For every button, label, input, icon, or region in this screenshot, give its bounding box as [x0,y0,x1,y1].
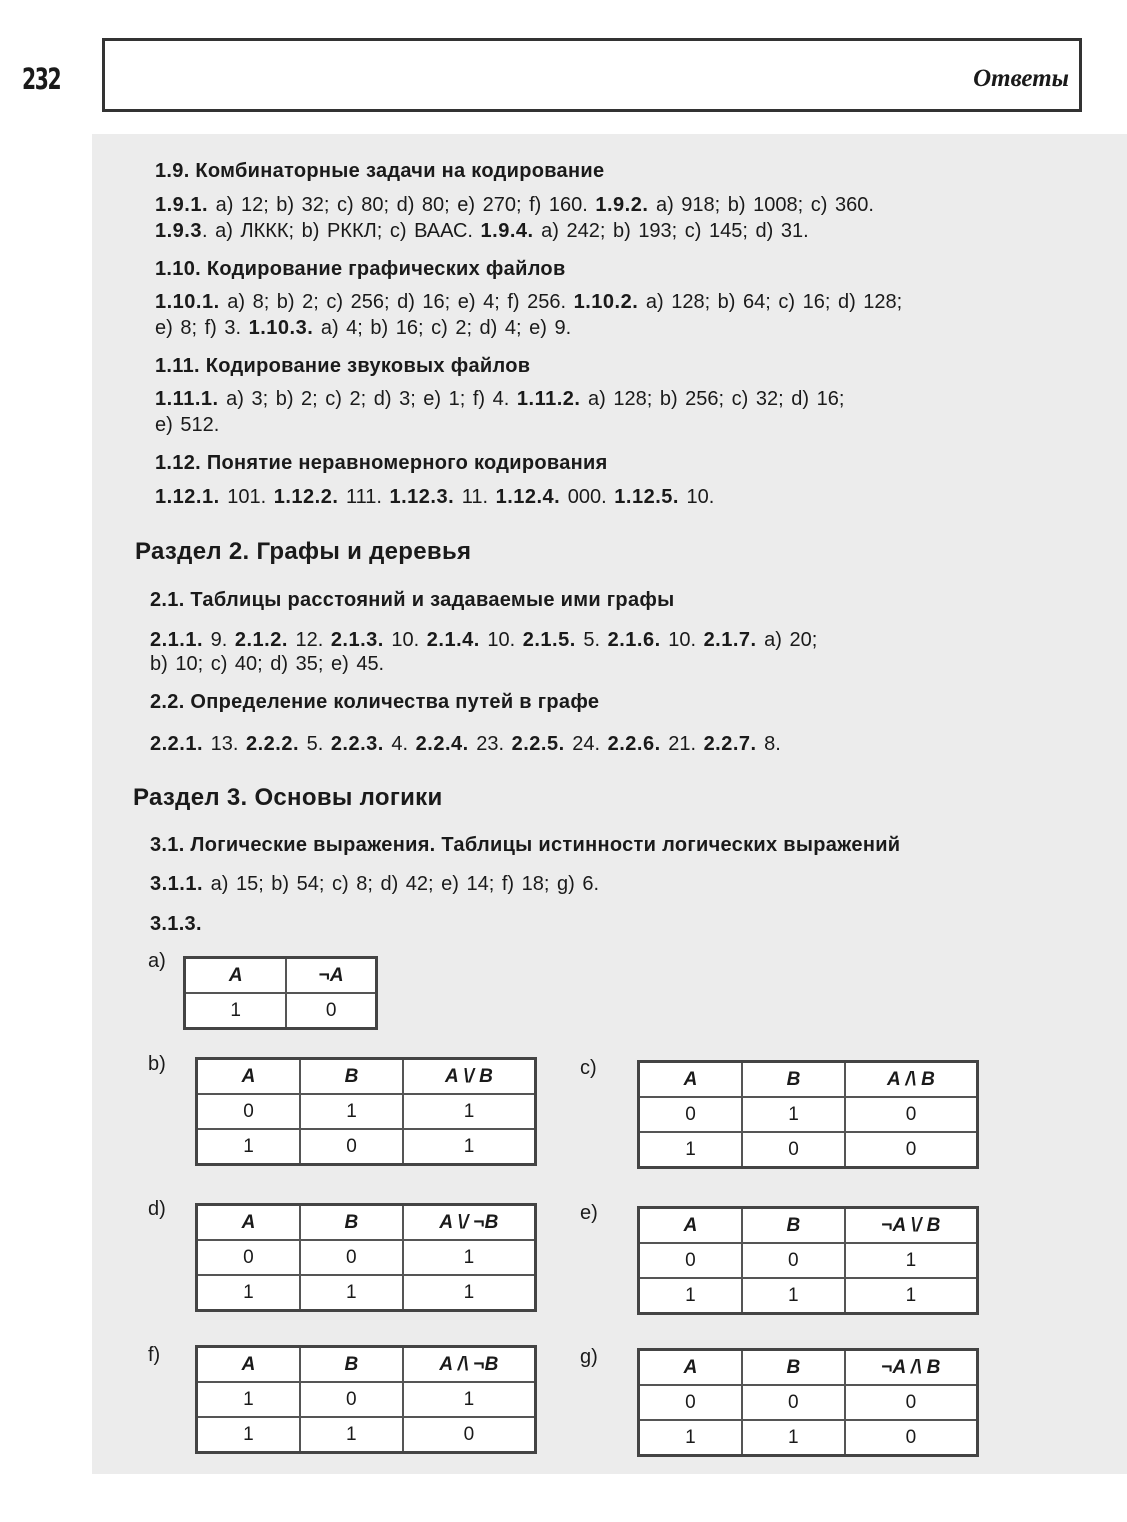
table-cell: 0 [639,1243,742,1278]
table-cell: 1 [197,1129,300,1165]
table-cell: 1 [403,1129,536,1165]
truth-table-b [195,1057,537,1166]
section-2-1-title: 2.1. Таблицы расстояний и задаваемые ими графы [150,589,675,611]
table-header-cell: B [742,1350,845,1386]
table-row [197,1240,536,1275]
answer-number: 1.9.3 [155,220,202,242]
table-header-cell: A [197,1059,300,1095]
table-cell: 0 [742,1132,845,1168]
section-3-1-title: 3.1. Логические выражения. Таблицы истинности логических выражений [150,834,901,856]
section-1-11-title: 1.11. Кодирование звуковых файлов [155,355,531,377]
table-header-cell: A [639,1062,742,1098]
table-cell: 0 [300,1382,403,1417]
table-header-cell: A [197,1205,300,1241]
table-cell: 1 [300,1417,403,1453]
table-d-label: d) [148,1198,166,1220]
table-cell: 0 [845,1097,978,1132]
section-1-9-line-2: 1.9.3. a) ЛККК; b) РККЛ; c) ВААС. 1.9.4. a) 242; b) 193; c) 145; d) 31. [155,220,809,242]
truth-table-d [195,1203,537,1312]
table-row [639,1385,978,1420]
table-row [639,1097,978,1132]
answer-number: 1.12.1. [155,486,220,508]
table-header-row [639,1350,978,1386]
truth-table-c [637,1060,979,1169]
table-a-label: a) [148,950,166,972]
table-row [197,1417,536,1453]
answer-number: 2.2.6. [607,733,661,755]
answer-number: 2.1.4. [426,629,480,651]
section-1-10-title: 1.10. Кодирование графических файлов [155,258,566,280]
answer-number: 2.2.4. [415,733,469,755]
page-number: 232 [22,62,61,96]
table-cell: 1 [403,1240,536,1275]
section-2-2-title: 2.2. Определение количества путей в графе [150,691,600,713]
table-row [639,1243,978,1278]
table-cell: 0 [403,1417,536,1453]
answer-number: 1.12.3. [389,486,455,508]
running-header [102,38,1082,112]
table-cell: 0 [639,1097,742,1132]
section-2-2-line-1: 2.2.1. 13. 2.2.2. 5. 2.2.3. 4. 2.2.4. 23. 2.2.5. 24. 2.2.6. 21. 2.2.7. 8. [150,733,781,755]
razdel-3-heading: Раздел 3. Основы логики [133,784,443,811]
answer-number: 2.1.6. [607,629,661,651]
table-cell: 0 [300,1240,403,1275]
answer-number: 1.9.1. [155,194,209,216]
table-cell: 1 [403,1382,536,1417]
answer-number: 2.1.5. [522,629,576,651]
table-header-cell: ¬A \/ B [845,1208,978,1244]
section-2-1-line-1: 2.1.1. 9. 2.1.2. 12. 2.1.3. 10. 2.1.4. 10. 2.1.5. 5. 2.1.6. 10. 2.1.7. a) 20; [150,629,818,651]
answer-number: 2.1.7. [703,629,757,651]
table-cell: 1 [300,1275,403,1311]
table-header-cell: A \/ ¬B [403,1205,536,1241]
section-1-12-line-1: 1.12.1. 101. 1.12.2. 111. 1.12.3. 11. 1.12.4. 000. 1.12.5. 10. [155,486,715,508]
table-header-cell: B [742,1208,845,1244]
table-header-row [197,1347,536,1383]
table-row [185,993,377,1029]
table-header-cell: B [300,1347,403,1383]
answer-number: 2.2.1. [150,733,204,755]
answer-number: 1.12.5. [614,486,679,508]
section-1-10-line-2: e) 8; f) 3. 1.10.3. a) 4; b) 16; c) 2; d) 4; e) 9. [155,317,572,339]
table-cell: 1 [197,1382,300,1417]
table-cell: 0 [197,1240,300,1275]
truth-table-a [183,956,378,1030]
table-header-row [639,1062,978,1098]
answer-number: 1.11.1. [155,388,219,410]
section-1-12-title: 1.12. Понятие неравномерного кодирования [155,452,608,474]
table-cell: 0 [300,1129,403,1165]
answer-number: 1.12.2. [273,486,339,508]
answer-number: 1.12.4. [495,486,561,508]
answer-number: 1.10.2. [573,291,639,313]
table-cell: 1 [845,1243,978,1278]
answer-number: 1.10.3. [248,317,314,339]
section-1-10-line-1: 1.10.1. a) 8; b) 2; c) 256; d) 16; e) 4; f) 256. 1.10.2. a) 128; b) 64; c) 16; d) 128; [155,291,903,313]
table-cell: 1 [845,1278,978,1314]
answer-number: 3.1.1. [150,873,204,895]
table-header-cell: B [742,1062,845,1098]
table-cell: 0 [845,1385,978,1420]
table-header-row [197,1205,536,1241]
section-1-9-title: 1.9. Комбинаторные задачи на кодирование [155,160,605,182]
section-1-9-line-1: 1.9.1. a) 12; b) 32; c) 80; d) 80; e) 270; f) 160. 1.9.2. a) 918; b) 1008; c) 360. [155,194,874,216]
answer-number: 2.2.7. [703,733,757,755]
section-1-11-line-1: 1.11.1. a) 3; b) 2; c) 2; d) 3; e) 1; f) 4. 1.11.2. a) 128; b) 256; c) 32; d) 16; [155,388,845,410]
table-row [197,1275,536,1311]
table-row [639,1132,978,1168]
truth-table-e [637,1206,979,1315]
table-cell: 0 [742,1243,845,1278]
table-header-row [185,958,377,994]
answer-number: 1.9.2. [595,194,649,216]
answer-number: 2.1.2. [234,629,288,651]
table-row [197,1094,536,1129]
table-cell: 1 [197,1275,300,1311]
table-cell: 0 [742,1385,845,1420]
table-header-cell: B [300,1205,403,1241]
answer-number: 2.1.3. [330,629,384,651]
table-cell: 1 [197,1417,300,1453]
table-header-cell: B [300,1059,403,1095]
answer-number: 2.2.5. [511,733,565,755]
table-header-cell: A /\ B [845,1062,978,1098]
razdel-2-heading: Раздел 2. Графы и деревья [135,538,472,565]
table-cell: 1 [639,1132,742,1168]
table-cell: 1 [742,1278,845,1314]
table-header-cell: ¬A [286,958,376,994]
table-cell: 1 [403,1275,536,1311]
table-header-cell: A [639,1208,742,1244]
section-3-1-line-1: 3.1.1. a) 15; b) 54; c) 8; d) 42; e) 14; f) 18; g) 6. [150,873,600,895]
table-cell: 1 [639,1278,742,1314]
truth-table-g [637,1348,979,1457]
section-2-1-line-2: b) 10; c) 40; d) 35; e) 45. [150,653,385,675]
table-cell: 1 [300,1094,403,1129]
table-cell: 0 [845,1420,978,1456]
table-header-cell: A /\ ¬B [403,1347,536,1383]
header-title: Ответы [973,65,1069,92]
answer-number: 1.10.1. [155,291,220,313]
table-header-row [639,1208,978,1244]
table-row [639,1420,978,1456]
answer-number: 2.2.3. [330,733,384,755]
answer-number: 2.1.1. [150,629,204,651]
task-3-1-3-title: 3.1.3. [150,913,202,935]
table-header-cell: A [197,1347,300,1383]
table-cell: 1 [742,1097,845,1132]
section-1-11-line-2: e) 512. [155,414,220,436]
answer-number: 2.2.2. [245,733,300,755]
table-cell: 0 [639,1385,742,1420]
table-row [639,1278,978,1314]
table-cell: 0 [197,1094,300,1129]
truth-table-f [195,1345,537,1454]
table-header-row [197,1059,536,1095]
table-header-cell: ¬A /\ B [845,1350,978,1386]
table-cell: 0 [286,993,376,1029]
table-row [197,1382,536,1417]
table-cell: 1 [639,1420,742,1456]
table-e-label: e) [580,1202,598,1224]
table-cell: 1 [403,1094,536,1129]
table-f-label: f) [148,1344,161,1366]
table-header-cell: A [185,958,287,994]
table-b-label: b) [148,1053,166,1075]
table-cell: 1 [742,1420,845,1456]
answer-number: 1.11.2. [516,388,581,410]
table-g-label: g) [580,1346,598,1368]
table-header-cell: A [639,1350,742,1386]
table-header-cell: A \/ B [403,1059,536,1095]
table-c-label: c) [580,1057,597,1079]
answer-number: 1.9.4. [480,220,534,242]
table-row [197,1129,536,1165]
table-cell: 1 [185,993,287,1029]
table-cell: 0 [845,1132,978,1168]
